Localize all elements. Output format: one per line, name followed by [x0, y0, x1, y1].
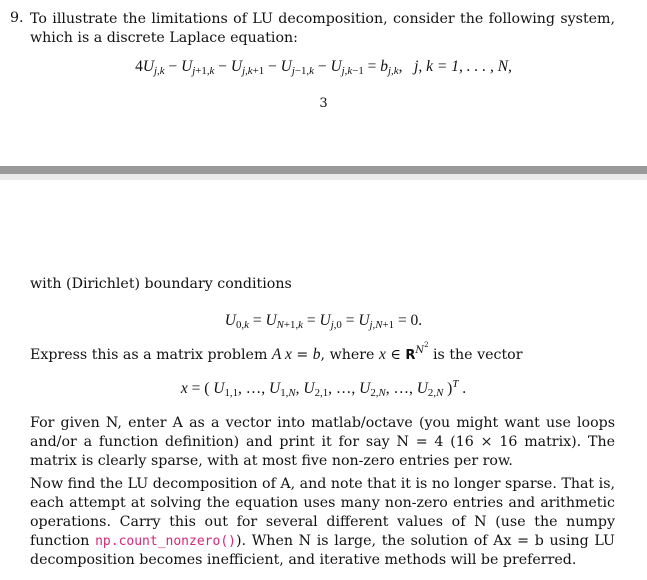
page-gap [0, 174, 647, 180]
code-count-nonzero: np.count_nonzero() [95, 534, 236, 549]
problem-number: 9. [10, 10, 24, 26]
problem-intro: To illustrate the limitations of LU decomposition, consider the following system, which is a discrete Laplace equation: [30, 11, 615, 46]
page-divider [0, 166, 647, 174]
equation-index-range: j, k = 1, . . . , N, [414, 58, 512, 75]
paragraph-lu: Now find the LU decomposition of A, and note that it is no longer sparse. That is, each attempt at solving the equation uses many non-zero entries and arithmetic operations. Carry this out for several different values of N (use the numpy function np.count_nonzero()). When N is large, the solution of Ax = b using LU decomposition becomes inefficient, and iterative methods will be preferred. [30, 476, 615, 568]
vector-definition: x = ( $U_{1,1}$, …, $U_{1,N}$, $U_{2,1}$, …, $U_{2,N}$, …, $U_{2,N}$ )$^T$ . [180, 378, 467, 399]
page-number: 3 [319, 96, 328, 111]
matrix-intro: Express this as a matrix problem A x = b, where x ∈ $R^{N^2}$ is the vector [30, 341, 523, 363]
laplace-equation: $4U_{j,k} - U_{j+1,k} - U_{j,k+1} - U_{j-1,k} - U_{j,k-1} = b_{j,k}$, j, k = 1, . . . , N, [135, 58, 512, 77]
paragraph-sparse: For given N, enter A as a vector into matlab/octave (you might want use loops and/or a function definition) and print it for say N = 4 (16 × 16 matrix). The matrix is clearly sparse, with at most five non-zero entries per row. [30, 415, 615, 469]
boundary-intro: with (Dirichlet) boundary conditions [30, 276, 292, 292]
boundary-equation: $U_{0,k} = U_{N+1,k} = U_{j,0} = U_{j,N+1} = 0$. [224, 312, 423, 331]
